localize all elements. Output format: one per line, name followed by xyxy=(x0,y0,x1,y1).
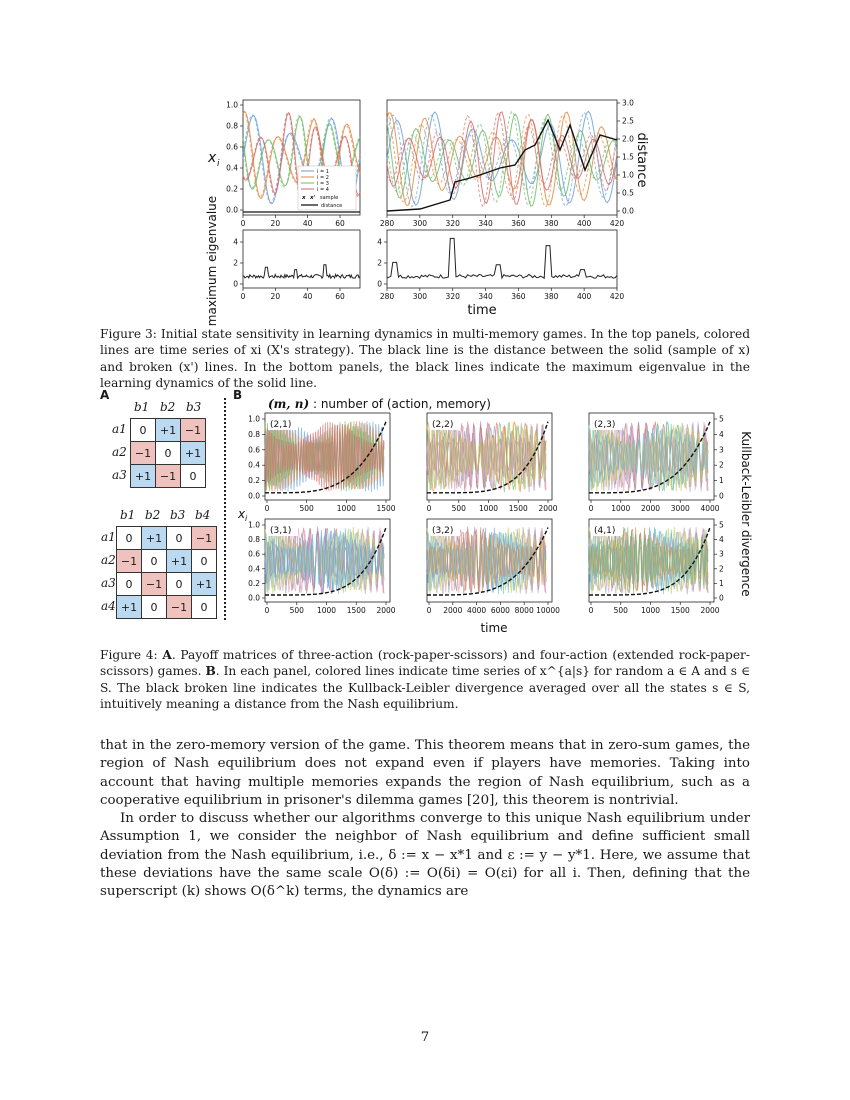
fig4-x-tick-label: 2000 xyxy=(443,606,463,615)
figure-4-panels xyxy=(230,388,760,638)
fig3-right-x-tick-label: 340 xyxy=(478,219,493,228)
m3-col-b2: b2 xyxy=(160,400,176,414)
fig4-y-tick-label: 0.4 xyxy=(248,460,260,470)
fig4-x-tick-label: 0 xyxy=(264,606,270,615)
fig3-bl-x-tick-label: 20 xyxy=(270,292,281,301)
body-paragraph-2: In order to discuss whether our algorithms converge to this unique Nash equilibrium under Assumption 1, we consider the neighbor of Nash equilibrium and define sufficient small deviation from the Nash equilibrium, i.e., δ := x − x*1 and ε := y − y*1. Here, we assume that these deviations have the same scale O(δ) := O(δi) = O(εi) for all i. Then, defining that the superscript (k) shows O(δ^k) terms, the dynamics are xyxy=(100,811,750,900)
fig3-ylabel-right: distance xyxy=(634,132,649,188)
fig3-left-x-tick-label: 60 xyxy=(335,219,345,228)
fig3-bl-xticks xyxy=(241,288,345,301)
fig4-kl-y-tick-label: 0 xyxy=(719,593,724,603)
fig4-panel-label: (2,1) xyxy=(270,420,292,430)
m3-col-b1: b1 xyxy=(134,400,150,414)
fig3-right-x-tick-label: 280 xyxy=(379,219,395,228)
fig3-bl-x-tick-label: 0 xyxy=(240,292,246,301)
fig4-x-tick-label: 500 xyxy=(289,606,304,615)
fig3-right-y-tick-label: 2.0 xyxy=(622,134,634,144)
fig4-panel-(4,1) xyxy=(589,519,724,615)
fig4-panel-label: (4,1) xyxy=(594,526,616,536)
m4-cell: −1 xyxy=(192,527,217,550)
fig3-br-x-tick-label: 320 xyxy=(445,292,460,301)
m4-cell: +1 xyxy=(142,527,167,550)
fig3-ylabel-top: x xyxy=(208,150,217,166)
fig4-panel-label: (3,2) xyxy=(432,526,454,536)
fig4-y-tick-label: 1.0 xyxy=(248,520,260,530)
fig4-ylabel-left-sub: i xyxy=(245,514,248,523)
fig3-left-yticks xyxy=(226,101,243,215)
fig4-kl-y-tick-label: 5 xyxy=(719,520,724,530)
fig3-left-y-tick-label: 0.0 xyxy=(226,205,238,215)
fig4-y-tick-label: 0.2 xyxy=(248,578,260,588)
m4-row-a1: a1 xyxy=(101,530,116,544)
fig3-left-y-tick-label: 0.2 xyxy=(226,184,238,194)
fig4-x-tick-label: 1500 xyxy=(670,606,690,615)
fig3-left-y-tick-label: 0.8 xyxy=(226,121,238,131)
fig3-right-x-tick-label: 360 xyxy=(511,219,526,228)
m4-cell: 0 xyxy=(142,596,167,619)
m4-table xyxy=(116,526,217,619)
fig3-br-y-tick-label: 4 xyxy=(377,237,382,247)
m3-cell: 0 xyxy=(156,442,181,465)
fig4-y-tick-label: 0.8 xyxy=(248,535,260,545)
m3-row-a1: a1 xyxy=(112,422,127,436)
fig4-kl-y-tick-label: 2 xyxy=(719,564,724,574)
fig4-x-tick-label: 1000 xyxy=(611,504,631,513)
fig3-top-right-plot xyxy=(380,99,649,229)
fig4-kl-y-tick-label: 2 xyxy=(719,460,724,470)
fig4-y-tick-label: 0.6 xyxy=(248,549,260,559)
fig4-x-tick-label: 1000 xyxy=(336,504,356,513)
fig4-panel-label: (2,3) xyxy=(594,420,616,430)
fig4-x-tick-label: 8000 xyxy=(514,606,534,615)
fig4-x-tick-label: 1000 xyxy=(478,504,499,513)
fig3-legend-broken: x' xyxy=(310,195,316,201)
fig3-right-y-tick-label: 1.0 xyxy=(622,170,634,180)
fig4-x-tick-label: 500 xyxy=(299,504,314,513)
fig3-right-x-tick-label: 320 xyxy=(445,219,460,228)
fig3-bl-yticks xyxy=(233,238,243,289)
fig4-x-tick-label: 2000 xyxy=(376,606,396,615)
fig4-y-tick-label: 0.0 xyxy=(248,593,260,603)
fig3-right-x-tick-label: 300 xyxy=(412,219,428,228)
fig4-kl-y-tick-label: 5 xyxy=(719,414,724,424)
fig3-br-y-tick-label: 0 xyxy=(377,279,382,289)
fig3-br-x-tick-label: 380 xyxy=(544,292,559,301)
m3-table xyxy=(130,418,206,488)
fig3-right-y-tick-label: 3.0 xyxy=(622,98,634,108)
m4-cell: 0 xyxy=(167,573,192,596)
fig3-bottom-left-plot xyxy=(233,230,360,301)
m4-col-b4: b4 xyxy=(195,508,211,522)
fig4-x-tick-label: 500 xyxy=(451,504,466,513)
m4-cell: 0 xyxy=(192,596,217,619)
fig4-x-tick-label: 2000 xyxy=(538,504,558,513)
body-paragraph-1: that in the zero-memory version of the game. This theorem means that in zero-sum games, the region of Nash equilibrium does not expand even if players have memories. Taking into account that having multiple memories expands the region of Nash equilibrium, such as a cooperative equilibrium in prisoner's dilemma games [20], this theorem is nontrivial. xyxy=(100,738,750,808)
fig4-separator xyxy=(224,398,226,620)
fig3-right-y-tick-label: 1.5 xyxy=(622,152,634,162)
fig3-ylabel-bottom: maximum eigenvalue xyxy=(205,195,219,327)
fig4-x-tick-label: 10000 xyxy=(536,606,560,615)
fig3-bl-y-tick-label: 4 xyxy=(233,237,238,247)
fig3-left-y-tick-label: 0.4 xyxy=(226,163,238,173)
m3-row-a3: a3 xyxy=(112,468,127,482)
fig4-x-tick-label: 1500 xyxy=(346,606,366,615)
fig4-kl-y-tick-label: 4 xyxy=(719,429,724,439)
m3-cell: 0 xyxy=(181,465,206,488)
fig4-x-tick-label: 3000 xyxy=(670,504,690,513)
fig3-legend-2: i = 2 xyxy=(317,175,329,181)
fig3-br-x-tick-label: 300 xyxy=(412,292,428,301)
m3-cell: −1 xyxy=(181,419,206,442)
fig4-xlabel: time xyxy=(480,621,508,635)
fig4-x-tick-label: 0 xyxy=(264,504,270,513)
m4-cell: +1 xyxy=(167,550,192,573)
fig4-y-tick-label: 0.8 xyxy=(248,429,260,439)
fig4-kl-y-tick-label: 3 xyxy=(719,445,724,455)
figure-3-caption: Figure 3: Initial state sensitivity in learning dynamics in multi-memory games. In the top panels, colored lines are time series of xi (X's strategy). The black line is the distance between the solid (sample of x) and broken (x') lines. In the bottom panels, the black lines indicate the maximum eigenvalue in the learning dynamics of the solid line. xyxy=(100,327,750,391)
m4-cell: +1 xyxy=(192,573,217,596)
fig4-ylabel-right: Kullback-Leibler divergence xyxy=(739,431,753,597)
fig4-x-tick-label: 0 xyxy=(426,504,432,513)
fig4-kl-y-tick-label: 4 xyxy=(719,535,724,545)
fig4-panel-(2,3) xyxy=(589,413,724,513)
fig4-x-tick-label: 2000 xyxy=(640,504,661,513)
fig4-x-tick-label: 1000 xyxy=(316,606,337,615)
fig3-br-x-tick-label: 360 xyxy=(511,292,526,301)
fig4-y-tick-label: 0.6 xyxy=(248,445,260,455)
fig3-legend-distance: distance xyxy=(321,203,343,209)
m3-col-b3: b3 xyxy=(186,400,202,414)
fig3-bl-y-tick-label: 2 xyxy=(233,258,238,268)
m3-cell: −1 xyxy=(131,442,156,465)
fig3-bl-x-tick-label: 60 xyxy=(335,292,345,301)
fig3-eig-line-left xyxy=(243,265,360,278)
m3-cell: 0 xyxy=(131,419,156,442)
fig4-x-tick-label: 1000 xyxy=(640,606,661,615)
fig3-br-yticks xyxy=(377,238,387,289)
fig3-ylabel-top-sub: i xyxy=(217,159,220,169)
fig4-x-tick-label: 1500 xyxy=(376,504,396,513)
fig3-right-y-tick-label: 0.5 xyxy=(622,188,634,198)
fig3-br-x-tick-label: 280 xyxy=(379,292,395,301)
m4-cell: −1 xyxy=(167,596,192,619)
fig4-panel-label: (2,2) xyxy=(432,420,454,430)
m4-row-a4: a4 xyxy=(101,599,116,613)
fig3-left-y-tick-label: 1.0 xyxy=(226,100,238,110)
m3-cell: +1 xyxy=(131,465,156,488)
fig3-right-x-tick-label: 420 xyxy=(609,219,625,228)
fig3-left-y-tick-label: 0.6 xyxy=(226,142,238,152)
m4-cell: 0 xyxy=(192,550,217,573)
fig3-bl-x-tick-label: 40 xyxy=(302,292,313,301)
m4-cell: 0 xyxy=(117,527,142,550)
fig3-left-x-tick-label: 20 xyxy=(270,219,281,228)
fig3-right-x-tick-label: 380 xyxy=(544,219,559,228)
fig3-bottom-right-plot xyxy=(377,230,624,301)
fig3-legend-3: i = 3 xyxy=(317,181,329,187)
fig3-right-y-tick-label: 2.5 xyxy=(622,116,634,126)
m4-col-b3: b3 xyxy=(170,508,186,522)
fig3-left-x-tick-label: 0 xyxy=(240,219,246,228)
fig3-br-x-tick-label: 340 xyxy=(478,292,493,301)
m4-row-a2: a2 xyxy=(101,553,116,567)
fig4-panel-label: (3,1) xyxy=(270,526,292,536)
fig3-br-x-tick-label: 420 xyxy=(609,292,625,301)
fig3-xlabel: time xyxy=(467,303,497,318)
fig4-y-tick-label: 0.0 xyxy=(248,491,260,501)
fig4-kl-y-tick-label: 0 xyxy=(719,491,724,501)
fig3-legend xyxy=(298,166,356,210)
fig4-kl-y-tick-label: 3 xyxy=(719,549,724,559)
fig4-x-tick-label: 0 xyxy=(426,606,432,615)
fig3-br-y-tick-label: 2 xyxy=(377,258,382,268)
fig4-x-tick-label: 2000 xyxy=(700,606,720,615)
fig4-y-tick-label: 0.4 xyxy=(248,564,260,574)
fig4-x-tick-label: 1500 xyxy=(508,504,528,513)
fig3-legend-sample: sample xyxy=(320,195,339,201)
fig3-eig-line-right xyxy=(387,238,617,278)
fig4-panel-a-tag: A xyxy=(100,388,110,402)
fig4-x-tick-label: 4000 xyxy=(467,606,487,615)
fig4-x-tick-label: 6000 xyxy=(490,606,510,615)
m4-col-b1: b1 xyxy=(120,508,136,522)
m4-col-b2: b2 xyxy=(145,508,161,522)
fig3-legend-4: i = 4 xyxy=(317,187,329,193)
m3-cell: +1 xyxy=(156,419,181,442)
m4-cell: 0 xyxy=(167,527,192,550)
fig4-title: (m, n) : number of (action, memory) xyxy=(268,397,491,411)
fig4-y-tick-label: 1.0 xyxy=(248,414,260,424)
m4-cell: 0 xyxy=(142,550,167,573)
m4-row-a3: a3 xyxy=(101,576,116,590)
fig4-ylabel-left: x xyxy=(238,507,246,521)
fig3-right-x-tick-label: 400 xyxy=(576,219,592,228)
fig3-top-left-plot xyxy=(207,100,360,228)
m4-cell: −1 xyxy=(117,550,142,573)
fig3-legend-solid: x xyxy=(302,195,306,201)
fig4-x-tick-label: 4000 xyxy=(700,504,720,513)
m4-cell: +1 xyxy=(117,596,142,619)
fig4-kl-y-tick-label: 1 xyxy=(719,578,724,588)
fig4-panel-(3,1) xyxy=(248,519,396,615)
fig4-x-tick-label: 0 xyxy=(588,606,594,615)
fig4-panel-(2,1) xyxy=(248,413,396,513)
fig4-panel-(2,2) xyxy=(427,413,558,513)
fig4-x-tick-label: 500 xyxy=(613,606,628,615)
payoff-matrix-3 xyxy=(100,398,220,498)
fig3-bl-y-tick-label: 0 xyxy=(233,279,238,289)
figure-4-caption: Figure 4: A. Payoff matrices of three-action (rock-paper-scissors) and four-action (extended rock-paper-scissors) games. B. In each panel, colored lines indicate time series of x^{a|s} for random a ∈ A and s ∈ S. The black broken line indicates the Kullback-Leibler divergence averaged over all the states s ∈ S, intuitively meaning a distance from the Nash equilibrium. xyxy=(100,648,750,712)
fig4-y-tick-label: 0.2 xyxy=(248,476,260,486)
m4-cell: −1 xyxy=(142,573,167,596)
m4-cell: 0 xyxy=(117,573,142,596)
fig3-right-xticks xyxy=(380,215,625,228)
m3-cell: +1 xyxy=(181,442,206,465)
fig4-panel-b-tag: B xyxy=(233,388,243,402)
fig4-kl-y-tick-label: 1 xyxy=(719,476,724,486)
fig3-right-y-tick-label: 0.0 xyxy=(622,206,634,216)
fig3-left-x-tick-label: 40 xyxy=(302,219,313,228)
body-text xyxy=(100,737,750,902)
fig3-legend-1: i = 1 xyxy=(317,169,329,175)
fig4-x-tick-label: 0 xyxy=(588,504,594,513)
m3-row-a2: a2 xyxy=(112,445,127,459)
fig3-right-yticks xyxy=(617,99,634,216)
fig3-br-x-tick-label: 400 xyxy=(576,292,592,301)
page-number: 7 xyxy=(420,1030,430,1045)
payoff-matrix-4 xyxy=(100,506,230,631)
fig3-br-xticks xyxy=(380,288,625,301)
fig4-panel-(3,2) xyxy=(427,519,561,615)
fig3-left-xticks xyxy=(241,215,345,228)
m3-cell: −1 xyxy=(156,465,181,488)
